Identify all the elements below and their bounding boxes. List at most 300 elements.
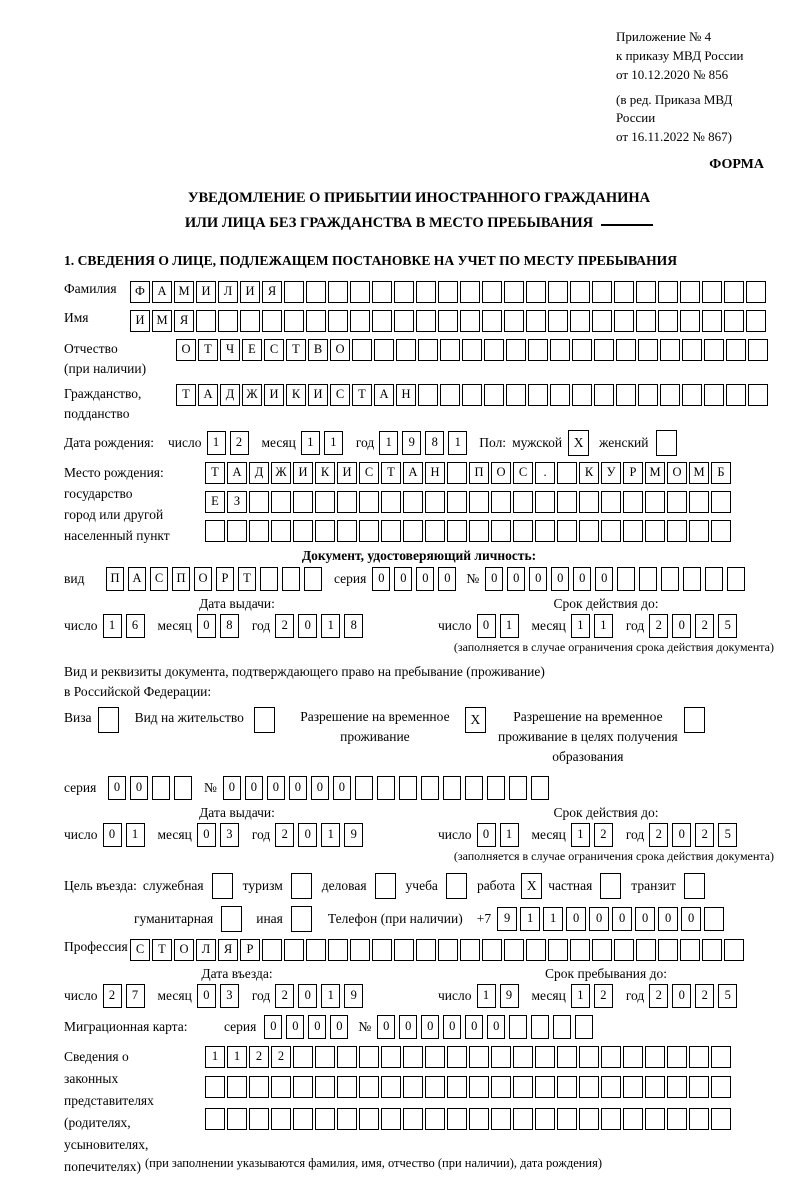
purpose-work-checkbox[interactable]: X <box>521 873 542 899</box>
form-cell[interactable]: О <box>176 339 196 361</box>
form-cell[interactable] <box>491 1076 511 1098</box>
form-cell[interactable] <box>548 281 568 303</box>
form-cell[interactable]: А <box>374 384 394 406</box>
form-cell[interactable]: Я <box>174 310 194 332</box>
form-cell[interactable]: К <box>286 384 306 406</box>
form-cell[interactable] <box>526 939 546 961</box>
form-cell[interactable] <box>680 281 700 303</box>
form-cell[interactable]: С <box>359 462 379 484</box>
form-cell[interactable]: А <box>152 281 172 303</box>
form-cell[interactable] <box>702 310 722 332</box>
form-cell[interactable] <box>315 1046 335 1068</box>
form-cell[interactable] <box>535 1046 555 1068</box>
form-cell[interactable] <box>553 1015 571 1039</box>
form-cell[interactable] <box>579 1076 599 1098</box>
form-cell[interactable] <box>416 310 436 332</box>
form-cell[interactable] <box>658 281 678 303</box>
form-cell[interactable] <box>447 520 467 542</box>
form-cell[interactable]: 0 <box>330 1015 348 1039</box>
form-cell[interactable] <box>660 339 680 361</box>
form-cell[interactable] <box>531 776 549 800</box>
form-cell[interactable]: Е <box>205 491 225 513</box>
form-cell[interactable]: Т <box>381 462 401 484</box>
female-checkbox[interactable] <box>656 430 677 456</box>
form-cell[interactable] <box>504 281 524 303</box>
form-cell[interactable] <box>645 1046 665 1068</box>
form-cell[interactable] <box>601 1046 621 1068</box>
form-cell[interactable]: 1 <box>543 907 563 931</box>
form-cell[interactable]: 5 <box>718 984 737 1008</box>
form-cell[interactable] <box>304 567 322 591</box>
form-cell[interactable] <box>394 939 414 961</box>
form-cell[interactable]: И <box>308 384 328 406</box>
form-cell[interactable]: Д <box>249 462 269 484</box>
form-cell[interactable]: 9 <box>344 823 363 847</box>
form-cell[interactable] <box>548 310 568 332</box>
form-cell[interactable] <box>462 339 482 361</box>
form-cell[interactable] <box>416 939 436 961</box>
form-cell[interactable]: 0 <box>416 567 434 591</box>
form-cell[interactable]: 0 <box>672 823 691 847</box>
form-cell[interactable] <box>282 567 300 591</box>
form-cell[interactable] <box>689 1108 709 1130</box>
form-cell[interactable] <box>337 491 357 513</box>
form-cell[interactable] <box>293 520 313 542</box>
form-cell[interactable] <box>416 281 436 303</box>
form-cell[interactable] <box>271 520 291 542</box>
form-cell[interactable] <box>381 1046 401 1068</box>
form-cell[interactable] <box>658 310 678 332</box>
form-cell[interactable]: Ж <box>271 462 291 484</box>
form-cell[interactable] <box>638 339 658 361</box>
form-cell[interactable] <box>682 384 702 406</box>
form-cell[interactable]: 2 <box>275 823 294 847</box>
form-cell[interactable] <box>689 1076 709 1098</box>
form-cell[interactable] <box>484 339 504 361</box>
form-cell[interactable] <box>260 567 278 591</box>
title-blank-underline[interactable] <box>601 211 653 227</box>
form-cell[interactable] <box>381 520 401 542</box>
form-cell[interactable] <box>513 1076 533 1098</box>
form-cell[interactable] <box>504 310 524 332</box>
form-cell[interactable] <box>306 281 326 303</box>
form-cell[interactable] <box>271 1108 291 1130</box>
form-cell[interactable]: Н <box>425 462 445 484</box>
form-cell[interactable]: 0 <box>308 1015 326 1039</box>
form-cell[interactable]: 1 <box>207 431 226 455</box>
form-cell[interactable] <box>727 567 745 591</box>
form-cell[interactable] <box>249 1076 269 1098</box>
form-cell[interactable] <box>513 520 533 542</box>
form-cell[interactable]: 1 <box>227 1046 247 1068</box>
purpose-transit-checkbox[interactable] <box>684 873 705 899</box>
form-cell[interactable]: 0 <box>595 567 613 591</box>
form-cell[interactable]: И <box>337 462 357 484</box>
form-cell[interactable] <box>425 1108 445 1130</box>
form-cell[interactable]: 9 <box>402 431 421 455</box>
form-cell[interactable] <box>205 1108 225 1130</box>
form-cell[interactable]: 1 <box>321 984 340 1008</box>
form-cell[interactable]: 0 <box>681 907 701 931</box>
form-cell[interactable] <box>293 491 313 513</box>
form-cell[interactable] <box>660 384 680 406</box>
form-cell[interactable] <box>425 520 445 542</box>
form-cell[interactable]: 0 <box>130 776 148 800</box>
form-cell[interactable] <box>557 1076 577 1098</box>
form-cell[interactable] <box>152 776 170 800</box>
purpose-humanitarian-checkbox[interactable] <box>221 906 242 932</box>
form-cell[interactable]: Т <box>198 339 218 361</box>
form-cell[interactable]: 0 <box>477 823 496 847</box>
form-cell[interactable] <box>438 281 458 303</box>
form-cell[interactable]: П <box>106 567 124 591</box>
form-cell[interactable]: 0 <box>377 1015 395 1039</box>
form-cell[interactable] <box>726 384 746 406</box>
form-cell[interactable] <box>425 491 445 513</box>
form-cell[interactable] <box>748 339 768 361</box>
form-cell[interactable] <box>680 310 700 332</box>
form-cell[interactable] <box>711 520 731 542</box>
form-cell[interactable] <box>328 939 348 961</box>
temp-residence-edu-checkbox[interactable] <box>684 707 705 733</box>
form-cell[interactable] <box>683 567 701 591</box>
form-cell[interactable] <box>359 1076 379 1098</box>
form-cell[interactable]: Л <box>218 281 238 303</box>
purpose-tourism-checkbox[interactable] <box>291 873 312 899</box>
form-cell[interactable] <box>601 491 621 513</box>
form-cell[interactable] <box>614 281 634 303</box>
form-cell[interactable]: Ж <box>242 384 262 406</box>
form-cell[interactable]: М <box>152 310 172 332</box>
form-cell[interactable] <box>702 281 722 303</box>
form-cell[interactable]: 0 <box>672 984 691 1008</box>
form-cell[interactable]: 0 <box>394 567 412 591</box>
form-cell[interactable]: 2 <box>649 984 668 1008</box>
form-cell[interactable]: 8 <box>220 614 239 638</box>
form-cell[interactable] <box>636 281 656 303</box>
form-cell[interactable]: Т <box>238 567 256 591</box>
form-cell[interactable]: 2 <box>695 984 714 1008</box>
temp-residence-checkbox[interactable]: X <box>465 707 486 733</box>
form-cell[interactable]: Л <box>196 939 216 961</box>
form-cell[interactable]: 1 <box>520 907 540 931</box>
form-cell[interactable] <box>528 384 548 406</box>
form-cell[interactable] <box>746 281 766 303</box>
form-cell[interactable]: Б <box>711 462 731 484</box>
form-cell[interactable] <box>636 939 656 961</box>
form-cell[interactable] <box>315 1076 335 1098</box>
form-cell[interactable] <box>557 1108 577 1130</box>
form-cell[interactable]: 1 <box>321 823 340 847</box>
form-cell[interactable]: 0 <box>333 776 351 800</box>
purpose-official-checkbox[interactable] <box>212 873 233 899</box>
form-cell[interactable] <box>724 939 744 961</box>
form-cell[interactable] <box>667 1108 687 1130</box>
form-cell[interactable] <box>557 491 577 513</box>
form-cell[interactable] <box>484 384 504 406</box>
form-cell[interactable] <box>550 339 570 361</box>
form-cell[interactable] <box>645 1108 665 1130</box>
form-cell[interactable] <box>704 384 724 406</box>
form-cell[interactable] <box>469 1076 489 1098</box>
form-cell[interactable]: А <box>128 567 146 591</box>
purpose-study-checkbox[interactable] <box>446 873 467 899</box>
form-cell[interactable] <box>616 384 636 406</box>
form-cell[interactable] <box>570 939 590 961</box>
form-cell[interactable] <box>403 520 423 542</box>
form-cell[interactable]: 1 <box>571 823 590 847</box>
form-cell[interactable] <box>227 520 247 542</box>
form-cell[interactable]: 1 <box>500 614 519 638</box>
form-cell[interactable] <box>623 1108 643 1130</box>
form-cell[interactable]: 0 <box>289 776 307 800</box>
form-cell[interactable] <box>355 776 373 800</box>
form-cell[interactable] <box>639 567 657 591</box>
form-cell[interactable] <box>262 310 282 332</box>
form-cell[interactable] <box>667 491 687 513</box>
form-cell[interactable]: 2 <box>275 984 294 1008</box>
form-cell[interactable] <box>205 520 225 542</box>
form-cell[interactable]: 0 <box>589 907 609 931</box>
form-cell[interactable]: 0 <box>566 907 586 931</box>
form-cell[interactable] <box>526 281 546 303</box>
form-cell[interactable] <box>447 462 467 484</box>
form-cell[interactable]: 0 <box>485 567 503 591</box>
form-cell[interactable]: О <box>491 462 511 484</box>
form-cell[interactable]: С <box>264 339 284 361</box>
form-cell[interactable] <box>249 520 269 542</box>
form-cell[interactable] <box>491 1046 511 1068</box>
form-cell[interactable] <box>482 281 502 303</box>
form-cell[interactable]: О <box>667 462 687 484</box>
form-cell[interactable] <box>196 310 216 332</box>
form-cell[interactable] <box>315 1108 335 1130</box>
form-cell[interactable] <box>579 1046 599 1068</box>
form-cell[interactable] <box>487 776 505 800</box>
form-cell[interactable] <box>705 567 723 591</box>
form-cell[interactable] <box>218 310 238 332</box>
form-cell[interactable] <box>645 491 665 513</box>
form-cell[interactable]: С <box>150 567 168 591</box>
form-cell[interactable] <box>352 339 372 361</box>
form-cell[interactable] <box>359 491 379 513</box>
form-cell[interactable]: Я <box>262 281 282 303</box>
form-cell[interactable] <box>614 310 634 332</box>
form-cell[interactable] <box>227 1076 247 1098</box>
form-cell[interactable]: О <box>330 339 350 361</box>
form-cell[interactable] <box>513 1046 533 1068</box>
form-cell[interactable]: 0 <box>658 907 678 931</box>
form-cell[interactable] <box>447 1046 467 1068</box>
form-cell[interactable]: И <box>240 281 260 303</box>
form-cell[interactable]: Т <box>286 339 306 361</box>
form-cell[interactable] <box>315 520 335 542</box>
form-cell[interactable] <box>689 491 709 513</box>
form-cell[interactable] <box>594 339 614 361</box>
form-cell[interactable] <box>491 1108 511 1130</box>
form-cell[interactable] <box>658 939 678 961</box>
form-cell[interactable] <box>328 281 348 303</box>
form-cell[interactable]: 1 <box>379 431 398 455</box>
form-cell[interactable]: П <box>469 462 489 484</box>
form-cell[interactable] <box>337 1046 357 1068</box>
form-cell[interactable]: 2 <box>594 984 613 1008</box>
form-cell[interactable]: С <box>330 384 350 406</box>
form-cell[interactable] <box>403 1076 423 1098</box>
form-cell[interactable] <box>293 1076 313 1098</box>
form-cell[interactable]: 0 <box>298 984 317 1008</box>
form-cell[interactable] <box>205 1076 225 1098</box>
form-cell[interactable] <box>623 1046 643 1068</box>
form-cell[interactable] <box>689 1046 709 1068</box>
visa-checkbox[interactable] <box>98 707 119 733</box>
form-cell[interactable] <box>284 310 304 332</box>
form-cell[interactable] <box>579 491 599 513</box>
form-cell[interactable]: 1 <box>571 984 590 1008</box>
purpose-other-checkbox[interactable] <box>291 906 312 932</box>
form-cell[interactable]: Р <box>240 939 260 961</box>
form-cell[interactable]: 0 <box>223 776 241 800</box>
form-cell[interactable] <box>645 1076 665 1098</box>
form-cell[interactable] <box>548 939 568 961</box>
form-cell[interactable] <box>381 1108 401 1130</box>
form-cell[interactable] <box>293 1108 313 1130</box>
form-cell[interactable] <box>460 939 480 961</box>
form-cell[interactable] <box>572 384 592 406</box>
form-cell[interactable] <box>403 1108 423 1130</box>
form-cell[interactable]: А <box>198 384 218 406</box>
form-cell[interactable] <box>667 1076 687 1098</box>
form-cell[interactable]: 0 <box>573 567 591 591</box>
form-cell[interactable] <box>374 339 394 361</box>
form-cell[interactable] <box>724 281 744 303</box>
form-cell[interactable] <box>482 310 502 332</box>
form-cell[interactable]: Я <box>218 939 238 961</box>
form-cell[interactable] <box>506 339 526 361</box>
form-cell[interactable] <box>462 384 482 406</box>
form-cell[interactable]: М <box>645 462 665 484</box>
form-cell[interactable]: 0 <box>298 614 317 638</box>
form-cell[interactable] <box>438 310 458 332</box>
form-cell[interactable]: 0 <box>612 907 632 931</box>
form-cell[interactable]: Р <box>216 567 234 591</box>
form-cell[interactable] <box>381 491 401 513</box>
form-cell[interactable] <box>509 1015 527 1039</box>
form-cell[interactable] <box>482 939 502 961</box>
form-cell[interactable] <box>614 939 634 961</box>
form-cell[interactable] <box>594 384 614 406</box>
form-cell[interactable] <box>438 939 458 961</box>
form-cell[interactable]: 2 <box>695 614 714 638</box>
form-cell[interactable]: 0 <box>264 1015 282 1039</box>
form-cell[interactable] <box>711 491 731 513</box>
form-cell[interactable]: 0 <box>267 776 285 800</box>
form-cell[interactable]: Н <box>396 384 416 406</box>
form-cell[interactable]: 2 <box>275 614 294 638</box>
form-cell[interactable]: 5 <box>718 614 737 638</box>
form-cell[interactable]: 2 <box>249 1046 269 1068</box>
form-cell[interactable] <box>359 520 379 542</box>
form-cell[interactable]: И <box>264 384 284 406</box>
form-cell[interactable] <box>249 1108 269 1130</box>
form-cell[interactable] <box>531 1015 549 1039</box>
form-cell[interactable]: А <box>403 462 423 484</box>
form-cell[interactable] <box>726 339 746 361</box>
form-cell[interactable] <box>403 491 423 513</box>
form-cell[interactable]: 0 <box>438 567 456 591</box>
form-cell[interactable] <box>469 491 489 513</box>
form-cell[interactable] <box>174 776 192 800</box>
form-cell[interactable] <box>491 491 511 513</box>
form-cell[interactable] <box>704 339 724 361</box>
form-cell[interactable] <box>592 939 612 961</box>
form-cell[interactable] <box>702 939 722 961</box>
form-cell[interactable] <box>579 1108 599 1130</box>
form-cell[interactable]: 1 <box>448 431 467 455</box>
form-cell[interactable] <box>680 939 700 961</box>
form-cell[interactable] <box>328 310 348 332</box>
form-cell[interactable] <box>460 310 480 332</box>
form-cell[interactable] <box>337 520 357 542</box>
form-cell[interactable]: 0 <box>197 984 216 1008</box>
form-cell[interactable] <box>623 520 643 542</box>
form-cell[interactable]: С <box>513 462 533 484</box>
form-cell[interactable] <box>403 1046 423 1068</box>
form-cell[interactable]: Ч <box>220 339 240 361</box>
form-cell[interactable] <box>579 520 599 542</box>
form-cell[interactable]: 1 <box>126 823 145 847</box>
form-cell[interactable] <box>711 1076 731 1098</box>
form-cell[interactable] <box>284 281 304 303</box>
form-cell[interactable]: 1 <box>500 823 519 847</box>
form-cell[interactable] <box>557 1046 577 1068</box>
purpose-business-checkbox[interactable] <box>375 873 396 899</box>
form-cell[interactable]: 0 <box>311 776 329 800</box>
form-cell[interactable]: К <box>579 462 599 484</box>
form-cell[interactable]: 0 <box>635 907 655 931</box>
form-cell[interactable]: 1 <box>301 431 320 455</box>
form-cell[interactable] <box>645 520 665 542</box>
form-cell[interactable]: 9 <box>497 907 517 931</box>
form-cell[interactable]: 0 <box>197 823 216 847</box>
form-cell[interactable] <box>746 310 766 332</box>
form-cell[interactable] <box>689 520 709 542</box>
form-cell[interactable] <box>396 339 416 361</box>
form-cell[interactable]: И <box>293 462 313 484</box>
form-cell[interactable]: 1 <box>477 984 496 1008</box>
form-cell[interactable] <box>601 520 621 542</box>
form-cell[interactable] <box>506 384 526 406</box>
form-cell[interactable]: 0 <box>507 567 525 591</box>
form-cell[interactable] <box>377 776 395 800</box>
form-cell[interactable]: 0 <box>443 1015 461 1039</box>
form-cell[interactable] <box>557 520 577 542</box>
form-cell[interactable]: 0 <box>399 1015 417 1039</box>
form-cell[interactable] <box>372 310 392 332</box>
form-cell[interactable]: 1 <box>594 614 613 638</box>
form-cell[interactable] <box>271 1076 291 1098</box>
form-cell[interactable]: 1 <box>321 614 340 638</box>
form-cell[interactable] <box>711 1046 731 1068</box>
form-cell[interactable] <box>592 310 612 332</box>
form-cell[interactable]: 1 <box>103 614 122 638</box>
form-cell[interactable] <box>306 939 326 961</box>
form-cell[interactable] <box>315 491 335 513</box>
form-cell[interactable] <box>262 939 282 961</box>
form-cell[interactable] <box>271 491 291 513</box>
form-cell[interactable] <box>535 520 555 542</box>
form-cell[interactable]: А <box>227 462 247 484</box>
